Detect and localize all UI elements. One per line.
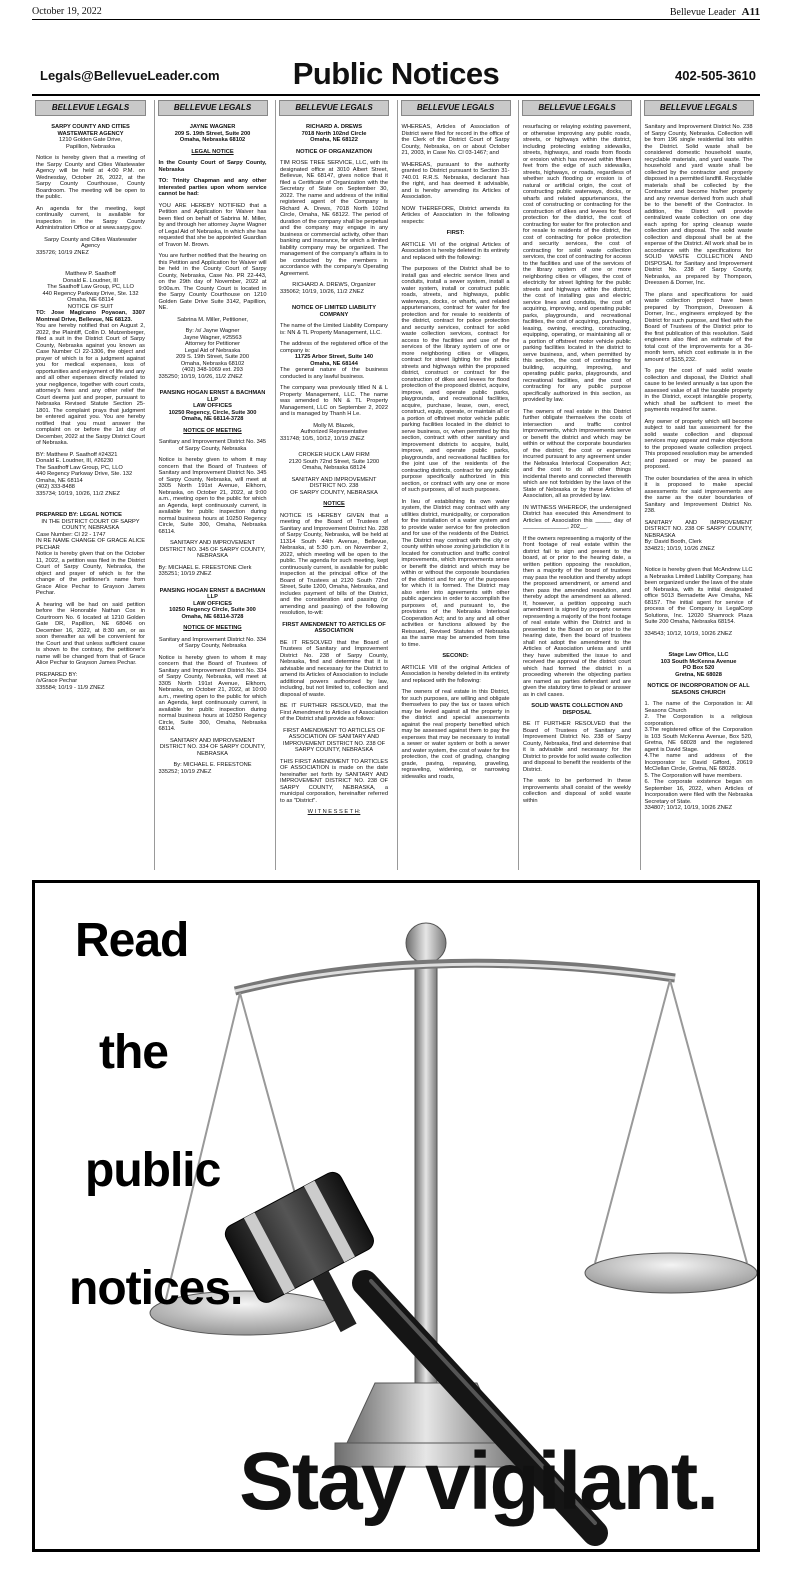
notice-text: NOW THEREFORE, District amends its Articles of Association in the following respects: xyxy=(401,205,510,225)
notice-text: Matthew P. Saathoff xyxy=(65,271,116,277)
notice-text: 334821; 10/19, 10/26 ZNEZ xyxy=(644,545,715,552)
notice-text: TO: Jose Magicano Poyaoan, 3307 Montreal Drive, Bellevue, NE 68123. xyxy=(36,310,145,323)
notice-text: SANITARY AND IMPROVEMENT DISTRICT NO. 334 OF SARPY COUNTY, NEBRASKA xyxy=(159,737,266,757)
notice-text: Sarpy County and Cities Wastewater Agency xyxy=(44,236,137,249)
notice-text: W I T N E S S E T H: xyxy=(307,809,361,815)
notice-text: To pay the cost of said solid waste collection and disposal, the District shall cause to be levied annually a tax upon the assessed value of all the taxable property in the District, except intangible property, which shall be sufficient to meet the payments required for same. xyxy=(644,368,753,413)
notice-text: SANITARY AND IMPROVEMENT DISTRICT NO. 345 OF SARPY COUNTY, NEBRASKA xyxy=(159,540,266,559)
notice-text: Omaha, Nebraska 68102 xyxy=(179,137,246,143)
notice-text: JAYNE WAGNER xyxy=(189,124,236,130)
notice-text: FIRST AMENDMENT TO ARTICLES OF ASSOCIATION xyxy=(282,621,386,634)
notice-text: 2. The Corporation is a religious corporation. xyxy=(644,714,753,727)
legal-notice xyxy=(645,647,753,812)
notice-text: By: MICHAEL E. FREESTONE Clerk xyxy=(158,564,252,571)
notice-text: Stage Law Office, LLC xyxy=(668,652,729,658)
notice-text: Notice is hereby given that a meeting of the Sarpy County and Cities Wastewater Agency will be held at 4:00 P.M. on Wednesday, October 26, 2022, at the Sarpy County Courthouse, County Boardroom. The meeting will be open to the public. xyxy=(36,155,145,200)
notice-text: Omaha, NE 68114-3728 xyxy=(181,613,244,620)
notice-text: PANSING HOGAN ERNST & BACHMAN LLP xyxy=(159,390,266,403)
column-body xyxy=(155,124,271,775)
masthead xyxy=(32,56,760,91)
notice-text: NOTICE OF LIMITED LIABILITY COMPANY xyxy=(291,305,377,318)
legal-notice xyxy=(36,124,145,256)
notice-text: 10250 Regency Circle, Suite 300 xyxy=(169,607,256,613)
legal-notice xyxy=(402,124,510,780)
legal-notice xyxy=(280,124,388,295)
notice-text: 334543; 10/12, 10/19, 10/26 ZNEZ xyxy=(644,630,733,637)
legal-notice xyxy=(159,124,267,380)
notice-text: (402) 333-8488 xyxy=(36,484,75,490)
notice-text: Attorney for Petitioner xyxy=(184,341,240,347)
notice-text: PANSING HOGAN ERNST & BACHMAN LLP xyxy=(159,587,266,600)
notice-text: 4.The name and address of the Incorporator is: David Gifford, 20619 McClellan Circle, Gretna, NE 68028. xyxy=(644,753,753,772)
notice-text: NOTICE OF MEETING xyxy=(183,625,242,631)
masthead-rule xyxy=(32,94,760,96)
notice-text: The company was previously titled N & L Property Management, LLC. The name was amended to NN & TL Property Management, LLC on September 2, 2022 and is managed by Thanh H Le. xyxy=(280,385,388,417)
legal-notice xyxy=(36,266,145,497)
notice-text: By: /s/ Jayne Wagner xyxy=(185,328,240,334)
notice-text: The Saathoff Law Group, PC, LLO xyxy=(36,464,123,471)
column-heading: BELLEVUE LEGALS xyxy=(644,100,754,116)
notice-text: SOLID WASTE COLLECTION AND DISPOSAL xyxy=(531,703,623,716)
notice-column xyxy=(640,100,757,870)
legal-notice xyxy=(280,305,388,442)
legal-notice xyxy=(159,588,267,776)
notice-text: Omaha, NE 68114 xyxy=(36,477,83,484)
notice-text: 335734; 10/19, 10/26, 11/2 ZNEZ xyxy=(36,490,121,497)
notice-text: SANITARY AND IMPROVEMENT DISTRICT NO. 238 OF SARPY COUNTY, NEBRASKA xyxy=(644,519,753,539)
notice-text: Case Number: CI 22 - 1747 xyxy=(36,531,106,538)
notice-text: WHEREAS, Articles of Association of District were filed for record in the office of the Clerk of the District Court of Sarpy County, Nebraska, on or about October 21, 2003, in Case No. CI 03-1467; and xyxy=(401,124,510,156)
notice-text: Sanitary and Improvement District No. 345 xyxy=(158,439,267,445)
notice-text: /s/Grace Pechar xyxy=(36,678,78,684)
legal-notice xyxy=(645,562,753,637)
notice-text: LAW OFFICES xyxy=(193,600,232,607)
notice-text: IN RE NAME CHANGE OF GRACE ALICE PECHAR xyxy=(36,538,145,551)
notice-text: Molly M. Blazek, xyxy=(313,422,355,429)
notice-text: In the County Court of Sarpy County, Nebraska xyxy=(158,160,267,173)
notice-text: THIS FIRST AMENDMENT TO ARTICLES OF ASSOCIATION is made on the date hereinafter set forth by SANITARY AND IMPROVEMENT DISTRICT NO. 238 OF SARPY COUNTY, NEBRASKA, a municipal corporation, hereinafter referred to as "District". xyxy=(280,758,388,804)
notice-text: SECOND: xyxy=(442,653,469,659)
notice-text: Omaha, Nebraska 68124 xyxy=(302,465,366,471)
legal-notice xyxy=(645,124,753,552)
column-heading: BELLEVUE LEGALS xyxy=(401,100,511,116)
notice-text: 6. The corporate existence began on September 16, 2022, when Articles of Incorporation were filed with the Nebraska Secretary of State. xyxy=(644,779,753,805)
notice-text: 440 Regency Parkway Drive, Ste. 132 xyxy=(42,290,139,297)
notice-text: Authorized Representative xyxy=(300,429,368,435)
column-body xyxy=(398,124,514,780)
notice-column xyxy=(518,100,635,870)
notice-text: 1210 Golden Gate Drive, xyxy=(59,137,122,143)
column-body xyxy=(32,124,149,691)
notice-text: Papillion, Nebraska xyxy=(65,143,115,150)
notice-text: 334807; 10/12, 10/19, 10/26 ZNEZ xyxy=(644,805,733,811)
notice-text: 103 South McKenna Avenue xyxy=(660,658,737,665)
column-body xyxy=(276,124,392,816)
notice-column xyxy=(154,100,271,870)
notice-text: Notice is hereby given that McAndrew LLC a Nebraska Limited Liability Company, has been organized under the laws of the state of Nebraska, with its initial designated office 5013 Bernadette Ave Omaha, NE 68157. The initial agent for service of process of the Company is LegalCorp Solutions, Inc. 12020 Shamrock Plaza Suite 200 Omaha, Nebraska 68154. xyxy=(644,567,753,625)
notice-text: 335250; 10/19, 10/26, 11/2 ZNEZ xyxy=(158,373,243,380)
notice-text: BE IT FURTHER RESOLVED that the Board of Trustees of Sanitary and Improvement District No. 238 of Sarpy County, Nebraska, find and determine that it is advisable and necessary for the District to provide for solid waste collection and disposal to benefit the residents of the District. xyxy=(523,721,631,773)
notice-text: PREPARED BY: xyxy=(36,671,78,678)
notice-text: NOTICE OF ORGANIZATION xyxy=(295,148,373,155)
notice-text: YOU ARE HEREBY NOTIFIED that a Petition and Application for Waiver has been filed on behalf of Sabrina M. Miller, by and through her attorney Jayne Wagner of Legal Aid of Nebraska, in which she has requested that she be appointed Guardian of Travon M. Brown. xyxy=(158,202,267,248)
column-heading: BELLEVUE LEGALS xyxy=(35,100,146,116)
notice-text: 11725 Arbor Street, Suite 140 xyxy=(294,354,374,360)
notice-text: 1. The name of the Corporation is: All Seasons Church xyxy=(644,701,753,714)
notice-text: 3.The registered office of the Corporation is 103 South McKenna Avenue, Box 520, Gretna, NE 68028 and the registered agent is David Stage. xyxy=(644,727,753,753)
notice-text: Omaha, NE 68114-3728 xyxy=(181,416,244,422)
public-notice-ad xyxy=(32,880,760,1552)
notice-text: OF SARPY COUNTY, NEBRASKA xyxy=(290,489,378,496)
notice-text: CROKER HUCK LAW FIRM xyxy=(298,452,370,458)
ad-word-read: Read xyxy=(75,914,189,967)
notice-text: 440 Regency Parkway Drive, Ste. 132 xyxy=(36,471,133,477)
notice-text: TIM ROSE TREE SERVICE, LLC, with its designated office at 3010 Albert Street, Bellevue, NE 68147, gives notice that it filed a Certificate of Organization with the Secretary of State on September 30, 2022. The name and address of the initial registered agent of the Company is Richard A. Drews, 7018 North 102nd Circle, Omaha, NE 68122. The period of duration of the company shall be perpetual and the company may engage in any business or commercial activity, other than banking and insurance, for which a limited liability company may be organized. The management of the company's affairs is to be conducted by the members in accordance with the company's Operating Agreement. xyxy=(280,160,388,277)
notice-text: Donald E. Loudner, III xyxy=(62,277,119,284)
notice-text: RICHARD A. DREWS xyxy=(305,124,363,130)
notice-text: of Sarpy County, Nebraska xyxy=(178,445,247,452)
notice-text: NOTICE OF INCORPORATION OF ALL SEASONS CHURCH xyxy=(647,683,750,696)
notice-text: Omaha, NE 68114 xyxy=(67,297,114,303)
page-title: Public Notices xyxy=(292,56,500,91)
notice-text: The Saathoff Law Group, PC, LLO xyxy=(47,284,134,290)
notice-text: FIRST: xyxy=(446,230,465,236)
notice-text: Omaha, Nebraska 68102 xyxy=(180,360,245,367)
column-heading: BELLEVUE LEGALS xyxy=(158,100,268,116)
notice-text: The address of the registered office of the company is: xyxy=(280,341,388,354)
ad-word-public: public xyxy=(85,1144,221,1197)
contact-phone: 402-505-3610 xyxy=(675,68,756,83)
notice-text: NOTICE OF MEETING xyxy=(183,427,242,434)
issue-date: October 19, 2022 xyxy=(32,6,102,17)
notice-text: PREPARED BY: LEGAL NOTICE xyxy=(36,512,122,518)
notice-text: 335726; 10/19 ZNEZ xyxy=(36,249,89,256)
notice-text: NOTICE IS HEREBY GIVEN that a meeting of the Board of Trustees of Sanitary and Improvement District No. 238 of Sarpy County, Nebraska, will be held at 11314 South 44th Avenue, Bellevue, Nebraska, at 5:30 p.m. on November 2, 2022, which meeting will be open to the public. The agenda for such meeting, kept continuously current, is available for public inspection at the principal office of the Board of Trustees at 2120 South 72nd Street, Suite 1200, Omaha, Nebraska, and includes payment of bills of the District, and the consideration and passing (or amending and passing) of the following resolution, to-wit: xyxy=(280,512,388,616)
notice-text: Notice is hereby given to whom it may concern that the Board of Trustees of Sanitary and Improvement District No. 334 of Sarpy County, Nebraska, will meet at 3305 North 191st Avenue, Elkhorn, Nebraska, on October 21, 2022, at 10:00 a.m., meeting open to the public for which an Agenda, kept continuously current, is available for public inspection during normal business hours at 10250 Regency Circle, Suite 300, Omaha, Nebraska 68114. xyxy=(158,654,267,732)
notice-text: Omaha, NE 68144 xyxy=(310,360,358,367)
notice-text: ARTICLE VII of the original Articles of Association is hereby deleted in its entirety and replaced with the following: xyxy=(401,241,510,261)
legals-email-link[interactable]: Legals@BellevueLeader.com xyxy=(40,68,220,83)
notice-text: 335252; 10/19 ZNEZ xyxy=(158,768,212,775)
ad-slogan: Stay vigilant. xyxy=(239,1436,717,1527)
notice-text: BE IT RESOLVED that the Board of Trustees of Sanitary and Improvement District No. 238 of Sarpy County, Nebraska, find and determine that it is advisable and necessary for the District to amend its Articles of Association to include additional powers authorized by law, including, but not limited to, collection and disposal of waste. xyxy=(280,639,388,698)
notice-text: LAW OFFICES xyxy=(193,403,232,409)
notice-text: The outer boundaries of the area in which it is proposed to make special assessments for said improvements are the same as the outer boundaries of Sanitary and Improvement District No. 238. xyxy=(644,475,753,514)
notice-text: 209 S. 19th Street, Suite 200 xyxy=(175,354,250,360)
ad-word-notices: notices. xyxy=(69,1262,243,1315)
notice-text: 335251; 10/19 ZNEZ xyxy=(158,571,212,577)
notice-text: Jayne Wagner, #25563 xyxy=(183,334,242,341)
notice-text: 7018 North 102nd Circle xyxy=(301,130,367,137)
notice-column xyxy=(275,100,392,870)
notice-text: A hearing will be had on said petition before the Honorable Nathan Cox in Courtroom No. 6 located at 1210 Golden Gate DR, Papillion, NE 68046 on December 16, 2022, at 8:30 am, or as soon thereafter as will be convenient for the Court and that unless sufficient cause is shown to the contrary, the petitioner's name will be changed from that of Grace Alice Pechar to Grayson James Pechar. xyxy=(36,601,145,666)
page-number: A11 xyxy=(741,6,760,18)
notice-text: 5. The Corporation will have members. xyxy=(644,772,743,779)
notice-text: By: David Booth, Clerk xyxy=(644,539,702,545)
notice-text: SANITARY AND IMPROVEMENT DISTRICT NO. 238 xyxy=(291,476,377,489)
notice-column xyxy=(397,100,514,870)
notice-text: (402) 348-1069 ext. 293 xyxy=(182,367,243,373)
legal-notice xyxy=(280,452,388,816)
notice-text: WHEREAS, pursuant to the authority granted to District pursuant to Section 31-740.01 R.R.S. Nebraska, declarant has the right, and has deemed it advisable, and is hereby amending its Articles of Association. xyxy=(401,161,510,200)
publication-name: Bellevue Leader A11 xyxy=(669,6,760,18)
notice-text: 10250 Regency, Circle, Suite 300 xyxy=(168,409,257,416)
notice-text: TO: Trinity Chapman and any other interested parties upon whom service cannot be had: xyxy=(158,178,267,197)
column-heading: BELLEVUE LEGALS xyxy=(522,100,632,116)
notice-text: of Sarpy County, Nebraska xyxy=(178,643,247,649)
notice-text: Notice is hereby given that on the October 11, 2022, a petition was filed in the District Court of Sarpy County, Nebraska, the object and prayer of which is for the change of the petitioner's name from Grace Alice Pechar to Grayson James Pechar. xyxy=(36,551,145,596)
notice-columns xyxy=(32,100,760,870)
notice-text: 2120 South 72nd Street, Suite 1200 xyxy=(288,458,380,465)
notice-text: The plans and specifications for said waste collection project have been prepared by Thompson, Dreessen & Dorner, Inc., engineers employed by the District for such purpose, and filed with the Board of Trustees of the District prior to the first publication of this resolution. Said engineers also filed an estimate of the total cost of the improvements for a 36-month term, which cost estimate is in the amount of $155,232. xyxy=(644,291,753,363)
notice-text: Sanitary and Improvement District No. 238 of Sarpy County, Nebraska. Collection will be from 196 single residential lots within the District. Solid waste shall be considered domestic household waste, recyclable materials, and yard waste. The household and yard waste shall be collected by the contractor and properly disposed in a permitted landfill. Recyclable materials shall be collected by the Contractor and become his/her property and any revenue derived from such shall be to the benefit of the Contractor. In addition, the District will provide centralized waste collection on one day each spring for spring cleanup waste collection and disposal. The solid waste collection and disposal shall be at the expense of the District. All work shall be in accordance with the specifications for SOLID WASTE COLLECTION AND DISPOSAL for Sanitary and Improvement District No. 238 of Sarpy County, Nebraska, as prepared by Thompson, Dreessen & Dorner, Inc. xyxy=(644,124,753,286)
notice-text: The owners of real estate in this District further obligate themselves the costs of intersection and traffic control improvements, which improvements serve or benefit the district and which may be within or without the corporate boundaries of the district; the cost or expenses incurred pursuant to any agreement under the Nebraska Interlocal Cooperation Act; and the cost to do all other things incidental thereto and connected therewith which are not forbidden by the laws of the State of Nebraska or by these Articles of Association, all as provided by law. xyxy=(523,408,631,499)
column-heading: BELLEVUE LEGALS xyxy=(279,100,389,116)
notice-text: You are hereby notified that on August 2, 2022, the Plaintiff, Collin D. Mutzenberger, filed a suit in the District Court of Sarpy County, Nebraska against you known as Case Number CI 22-1306, the object and prayer of which is for a judgment against you for medical expenses, loss of opportunities and enjoyment of life and any and all other expenses directly related to your negligence, together with court costs, attorney's fees and any other relief the Court deems just and proper, pursuant to Nebraska Revised Statute Section 25-1801. The complaint prays that judgment be entered against you. You are hereby notified that you must answer the complaint on or before the 1st day of December, 2022 at the Sarpy District Court of Nebraska. xyxy=(36,323,145,446)
notice-text: An agenda for the meeting, kept continually current, is available for inspection in the Sarpy County Administration Office or at www.sarpy.gov. xyxy=(36,205,145,231)
notice-text: BY: Matthew P. Saathoff #24321 xyxy=(36,451,118,458)
notice-text: 335062; 10/19, 10/26, 11/2 ZNEZ xyxy=(280,288,365,295)
notice-text: The work to be performed in these improvements shall consist of the weekly collection and disposal of solid waste within xyxy=(523,778,631,804)
notice-text: The general nature of the business conducted is any lawful business. xyxy=(280,367,388,380)
notice-text: In lieu of establishing its own water system, the District may contract with any utilities district, municipality, or corporation for the installation of a water system and to provide water service for fire protection and for use of the residents of the District. The District may contract with the city or county within whose zoning jurisdiction it is located for construction and traffic control improvements, which improvements serve or benefit the district and which may be within or without the corporate boundaries of the district and for any of the purposes for which it is formed. The District may also enter into agreements with other public agencies in order to accomplish the purposes of, and pursuant to, the provisions of the Nebraska Interlocal Cooperation Act; and to any and all other activities or functions allowed by the Reissued, Revised Statutes of Nebraska as the same may be amended from time to time. xyxy=(401,498,510,648)
column-body xyxy=(641,124,757,812)
notice-text: 335584; 10/19 - 11/9 ZNEZ xyxy=(36,684,105,691)
notice-text: Sanitary and Improvement District No. 334 xyxy=(158,636,267,643)
notice-text: LEGAL NOTICE xyxy=(191,148,234,155)
notice-text: By: MICHAEL E. FREESTONE xyxy=(173,762,252,768)
notice-text: Gretna, NE 68028 xyxy=(675,671,722,678)
notice-text: Sabrina M. Miller, Petitioner, xyxy=(177,316,248,323)
notice-column xyxy=(32,100,149,870)
notice-text: Notice is hereby given to whom it may concern that the Board of Trustees of Sanitary and Improvement District No. 345 of Sarpy County, Nebraska, will meet at 3305 North 191st Avenue, Elkhorn, Nebraska, on October 21, 2022, at 9:00 a.m., meeting open to the public for which an Agenda, kept continuously current, is available for public inspection during normal business hours at 10250 Regency Circle, Suite 300, Omaha, Nebraska 68114. xyxy=(158,457,267,535)
notice-text: RICHARD A. DREWS, Organizer xyxy=(292,282,376,288)
notice-text: PO Box 520 xyxy=(682,665,715,671)
notice-text: Omaha, NE 68122 xyxy=(310,137,358,143)
ad-word-the: the xyxy=(99,1026,168,1079)
top-bar xyxy=(32,6,760,20)
notice-text: Any owner of property which will become subject to said tax assessment for the solid waste collection and disposal services may appear and make objections to the proposed waste collection project. This proposed resolution may be amended and passed or may be passed as proposed. xyxy=(644,418,753,470)
legal-notice xyxy=(159,390,267,578)
notice-text: BE IT FURTHER RESOLVED, that the First Amendment to Articles of Association of the District shall provide as follows: xyxy=(280,703,388,722)
notice-text: You are further notified that the hearing on this Petition and Application for Waiver will be held in the County Court of Sarpy County, Nebraska, Case No. PR 22-443, on the 29th day of November, 2022 at 9:00a.m. The County Court is located in the Sarpy County Courthouse on 1210 Golden Gate Drive Suite 3142, Papillion, NE. xyxy=(158,253,267,311)
notice-text: NOTICE OF SUIT xyxy=(67,303,114,310)
notice-text: SARPY COUNTY AND CITIES WASTEWATER AGENCY xyxy=(51,124,130,137)
notice-text: IN THE DISTRICT COURT OF SARPY COUNTY, NEBRASKA xyxy=(41,518,140,531)
notice-text: Legal Aid of Nebraska xyxy=(184,347,241,354)
notice-text: resurfacing or relaying existing pavement, or otherwise improving any public roads, streets, or highways within the district, including protecting existing sidewalks, streets, highways, and roads from floods or erosion which has moved within fifteen feet from the edge of such sidewalks, streets, highways, or roads, regardless of whether such flooding or erosion is of natural or artificial origin, the cost of constructing public waterways, docks, or wharfs and related appurtenances, the cost of constructing or contracting for the construction of dikes and levees for flood protection for the district, the cost of contracting for water for fire protection and for resale to residents of the district, the cost of contracting for police protection and security services, the cost of contracting for solid waste collection services, the cost of contracting for access to the facilities and use of the services of the library system of one or more neighboring cities or villages, the cost of electricity for street lighting for the public streets and highways within the district, the cost of installing gas and electric service lines and conduits, the cost of acquiring, improving, and operating public parks, playgrounds, and recreational facilities, the cost of acquiring, purchasing, leasing, owning, erecting, constructing, equipping, operating, or maintaining all or a portion of offstreet motor vehicle public parking facilities located in the district to serve business, and, when permitted by this section, the cost of contracting for building, acquiring, improving, and operating public parks, playgrounds, and recreational facilities, and the cost of contracting for any public purpose specifically authorized in this section, as provided by law. xyxy=(523,124,631,403)
notice-text: The owners of real estate in this District, for such purposes, are willing and obligate themselves to pay the tax or taxes which may be levied against all the property in the district and special assessments against the real property benefited which may be assessed against them to pay the expenses that may be necessary to install a sewer or water system or both a sewer and water system, the cost of water for fire protection, the cost of grading, changing grade, paving, repaving, graveling, regraveling, widening, or narrowing sidewalks and roads, xyxy=(401,689,510,780)
notice-text: If the owners representing a majority of the front footage of real estate within the district fail to sign and present to the board, at or prior to the hearing date, a written petition opposing the resolution, then a majority of the board of trustees may pass the resolution and thereby adopt the proposed amendment, or amend and then pass the amended resolution, and thereby adopt the amendment as altered. If, however, a petition opposing such amendment is signed by property owners representing a majority of the front footage of real estate within the District and is presented to the Board on or prior to the hearing date, then the board of trustees shall not adopt the amendment to the Articles of Association unless and until they have submitted the issue to and received the approval of the district court which had formed the district in a proceeding wherein the objecting parties are named as parties defendant and are given the statutory time to plead or answer as in civil cases. xyxy=(523,535,631,698)
legal-notice xyxy=(523,124,631,804)
notice-text: NOTICE xyxy=(323,501,345,507)
notice-text: 331748; 10/5, 10/12, 10/19 ZNEZ xyxy=(280,435,365,442)
notice-text: IN WITNESS WHEREOF, the undersigned District has executed this Amendment to Articles of Association this _____ day of ______________, 202__. xyxy=(523,504,631,530)
legal-notice xyxy=(36,507,145,691)
column-body xyxy=(519,124,635,804)
notice-text: FIRST AMENDMENT TO ARTICLES OF ASSOCIATION OF SANITARY AND IMPROVEMENT DISTRICT NO. 238 OF SARPY COUNTY, NEBRASKA xyxy=(282,727,386,753)
notice-text: The name of the Limited Liability Company is: NN & TL Property Management, LLC. xyxy=(280,323,388,336)
notice-text: 209 S. 19th Street, Suite 200 xyxy=(174,130,251,137)
notice-text: The purposes of the District shall be to install gas and electric service lines and conduits, install a sewer system, install a water system, install or construct public roads, streets, and highways, public waterways, docks, or wharfs, and related appurtenances, contract for water for fire protection and for resale to residents of the district, contract for police protection and security services, contract for solid waste collection services, contract for access to the facilities and use of the services of the library system of one or more neighboring cities or villages, contract for street lighting for the public streets and highways within the proposed district, construct or contract for the construction of dikes and levees for flood protection of the proposed district, acquire, improve, and operate public parks, playgrounds, and recreational facilities, acquire, purchase, lease, own, erect, construct, equip, operate, or maintain all or a portion of offstreet motor vehicle public parking facilities located in the district to serve business, or, when permitted by this section, contract with other sanitary and improvement districts to acquire, build, improve, and operate public parks, playgrounds, and recreational facilities for the joint use of the residents of the contracting districts, contract for any public purpose specifically authorized in this section, or contract with any one or more of such purposes, all of such purposes. xyxy=(401,266,510,493)
notice-text: Donald E. Loudner, III, #26230 xyxy=(36,458,114,464)
notice-text: ARTICLE VIII of the original Articles of Association is hereby deleted in its entirety and replaced with the following: xyxy=(401,664,510,684)
